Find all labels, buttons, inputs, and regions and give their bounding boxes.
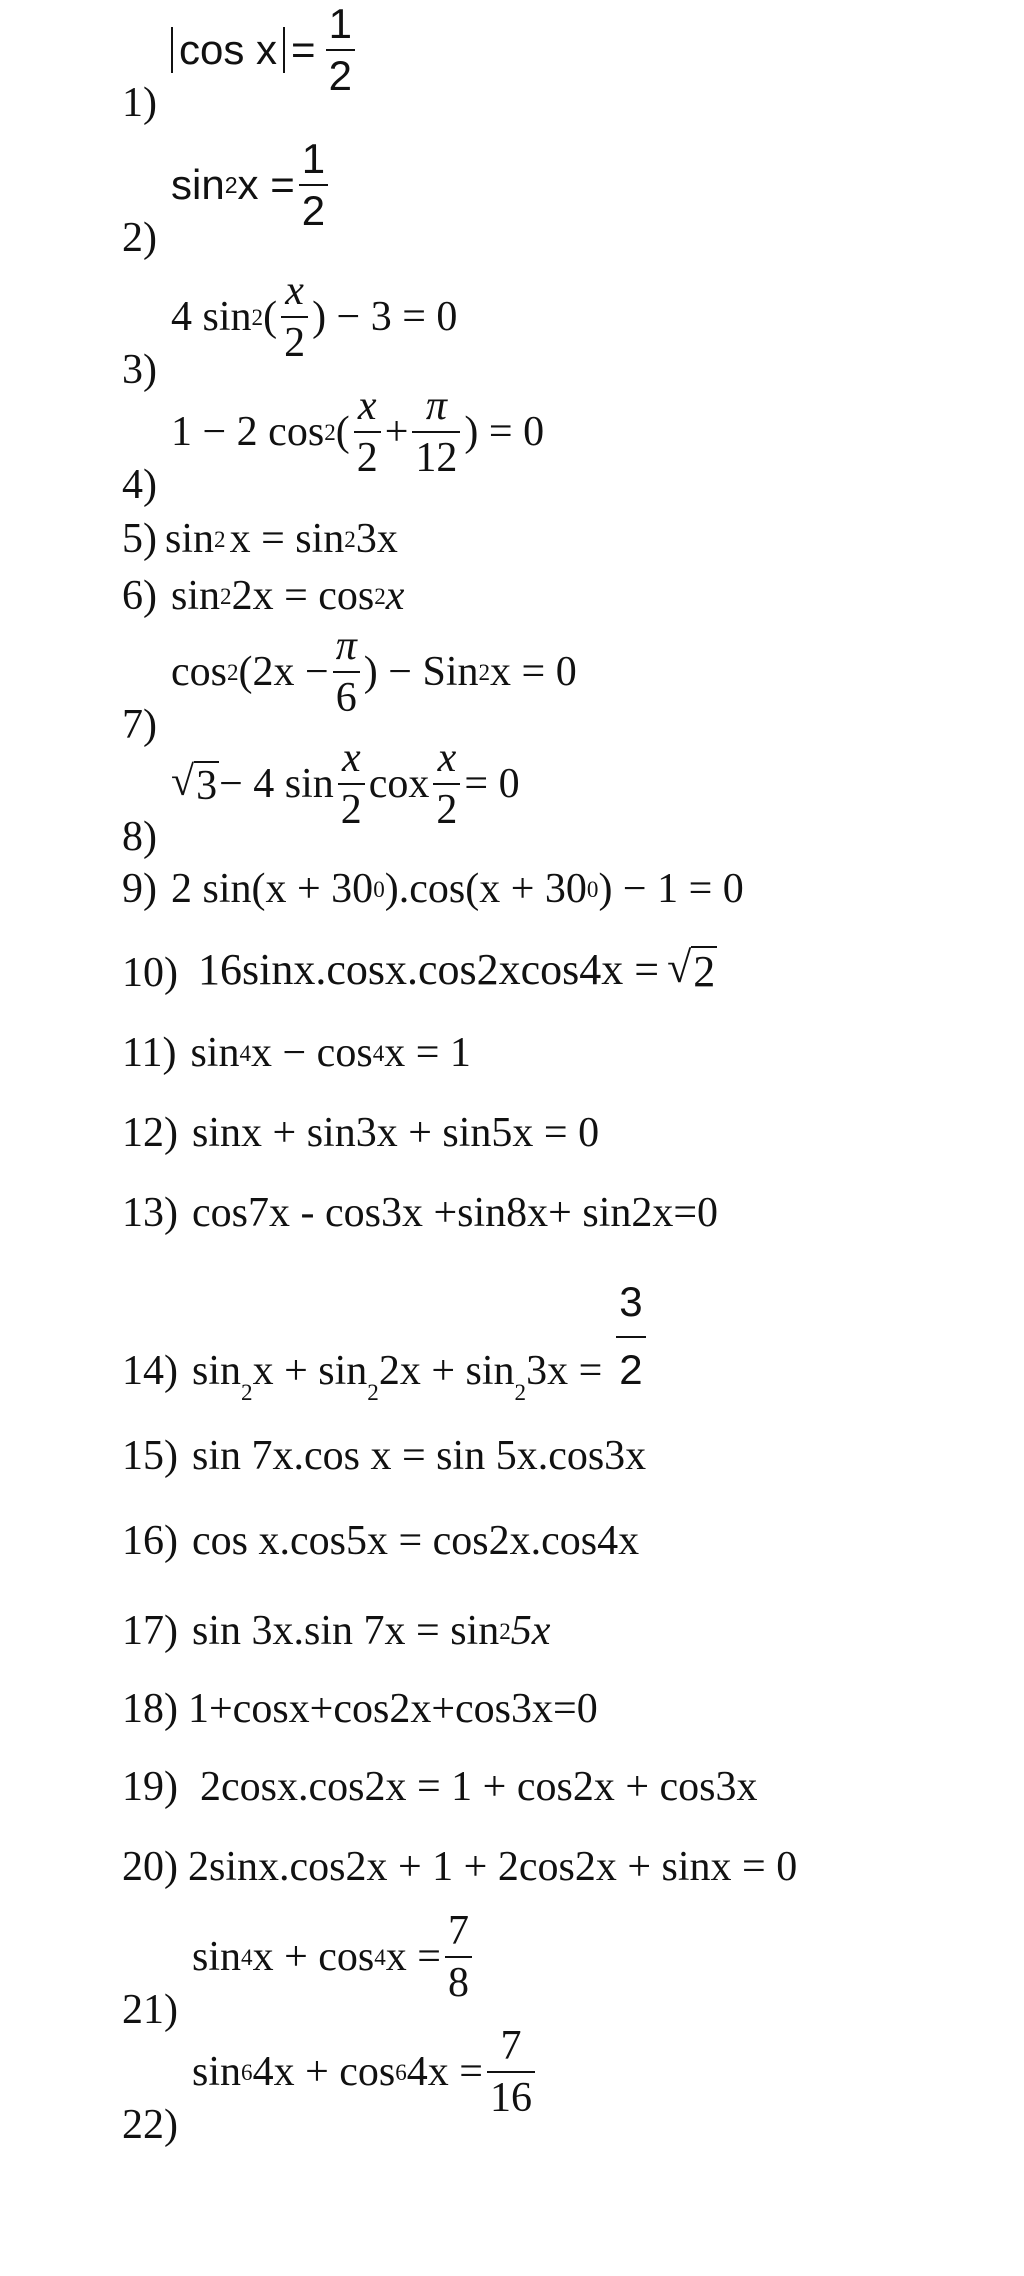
problem-number: 16): [122, 1518, 178, 1564]
equation: 4 sin 2 ( $\frac{x}{2}$ ) − 3 = 0: [171, 268, 458, 367]
equation: 2sinx.cos2x + 1 + 2cos2x + sinx = 0: [188, 1844, 798, 1890]
equation: sin 2 x = $\frac{1}{2}$: [171, 137, 332, 233]
problem-number: 8): [122, 814, 157, 861]
equation: sin 2 2x = cos 2 x: [171, 573, 405, 619]
problem-22: [122, 2023, 539, 2149]
fraction: $\frac{x}{2}$: [433, 736, 460, 832]
problem-4: [122, 383, 545, 509]
equation: sin 2 x + sin 2 2x + sin 2 3x = $\frac{3}{2}$: [192, 1280, 650, 1392]
problem-3: [122, 268, 458, 394]
problem-number: 14): [122, 1348, 178, 1395]
problem-2: [122, 135, 332, 262]
problem-number: 9): [122, 866, 157, 912]
square-root: √ 2: [667, 943, 716, 996]
equation: cos x.cos5x = cos2x.cos4x: [192, 1518, 640, 1564]
problem-number: 19): [122, 1764, 178, 1810]
problem-number: 5): [122, 516, 157, 562]
problem-number: 21): [122, 1987, 178, 2034]
problem-number: 13): [122, 1190, 178, 1236]
problem-number: 12): [122, 1110, 178, 1156]
equation: sin 4 x − cos 4 x = 1: [190, 1030, 471, 1076]
fraction: $\frac{1}{2}$: [326, 2, 355, 98]
problem-18: [122, 1688, 598, 1730]
problem-15: [122, 1435, 646, 1477]
equation: sin 3x.sin 7x = sin 2 5x: [192, 1608, 551, 1654]
equation: cos7x - cos3x +sin8x+ sin2x=0: [192, 1190, 719, 1236]
problem-19: [122, 1766, 758, 1808]
equation: 1+cosx+cos2x+cos3x=0: [188, 1686, 598, 1732]
equation: 16sinx.cosx.cos2xcos4x = √ 2: [198, 943, 716, 996]
problem-9: [122, 868, 744, 910]
problem-number: 18): [122, 1686, 178, 1732]
fraction: $\frac{1}{2}$: [299, 137, 328, 233]
fraction: $\frac{\pi}{12}$: [412, 384, 460, 480]
problem-11: [122, 1032, 471, 1074]
problem-number: 10): [122, 950, 178, 996]
fraction: $\frac{x}{2}$: [281, 269, 308, 365]
absolute-value: cos x: [171, 27, 285, 73]
equation: sin 2 x = sin 2 3x: [165, 516, 398, 562]
problem-10: [122, 943, 717, 996]
equation: sin 6 4x + cos 6 4x = $\frac{7}{16}$: [192, 2024, 539, 2120]
equation: sin 4 x + cos 4 x = $\frac{7}{8}$: [192, 1909, 476, 2005]
problem-5: [122, 518, 398, 560]
fraction: $\frac{7}{16}$: [487, 2024, 535, 2120]
equation: sinx + sin3x + sin5x = 0: [192, 1110, 600, 1156]
problem-number: 15): [122, 1433, 178, 1479]
problem-6: [122, 575, 404, 617]
fraction: $\frac{x}{2}$: [354, 384, 381, 480]
problem-16: [122, 1520, 639, 1562]
problem-8: [122, 735, 520, 861]
fraction: $\frac{\pi}{6}$: [333, 624, 360, 720]
square-root: √ 3: [171, 759, 218, 810]
problem-number: 7): [122, 702, 157, 749]
problem-13: [122, 1192, 718, 1234]
problem-1: [122, 0, 359, 127]
problem-number: 2): [122, 215, 157, 262]
problem-number: 20): [122, 1844, 178, 1890]
problem-number: 6): [122, 573, 157, 619]
problem-14: [122, 1278, 650, 1406]
problem-12: [122, 1112, 599, 1154]
problem-number: 11): [122, 1030, 177, 1076]
equation: sin 7x.cos x = sin 5x.cos3x: [192, 1433, 647, 1479]
problem-number: 17): [122, 1608, 178, 1654]
problem-7: [122, 623, 577, 749]
equation: cos x = $\frac{1}{2}$: [171, 2, 359, 98]
problem-number: 3): [122, 347, 157, 394]
problem-21: [122, 1908, 476, 2034]
equation: √ 3 − 4 sin $\frac{x}{2}$ cox $\frac{x}{2}$ = 0: [171, 735, 520, 834]
fraction: $\frac{7}{8}$: [445, 1909, 472, 2005]
problem-17: [122, 1610, 550, 1652]
problem-20: [122, 1846, 797, 1888]
equation: 2cosx.cos2x = 1 + cos2x + cos3x: [200, 1764, 758, 1810]
problem-number: 22): [122, 2102, 178, 2149]
problem-number: 1): [122, 80, 157, 127]
equation: 1 − 2 cos 2 ( $\frac{x}{2}$ + $\frac{\pi}{12}$ ) = 0: [171, 383, 545, 482]
fraction: $\frac{3}{2}$: [616, 1280, 645, 1392]
equation: cos 2 (2x − $\frac{\pi}{6}$ ) − Sin 2 x = 0: [171, 623, 577, 722]
problem-number: 4): [122, 462, 157, 509]
equation: 2 sin(x + 30 0 ).cos(x + 30 0 ) − 1 = 0: [171, 866, 744, 912]
fraction: $\frac{x}{2}$: [338, 736, 365, 832]
